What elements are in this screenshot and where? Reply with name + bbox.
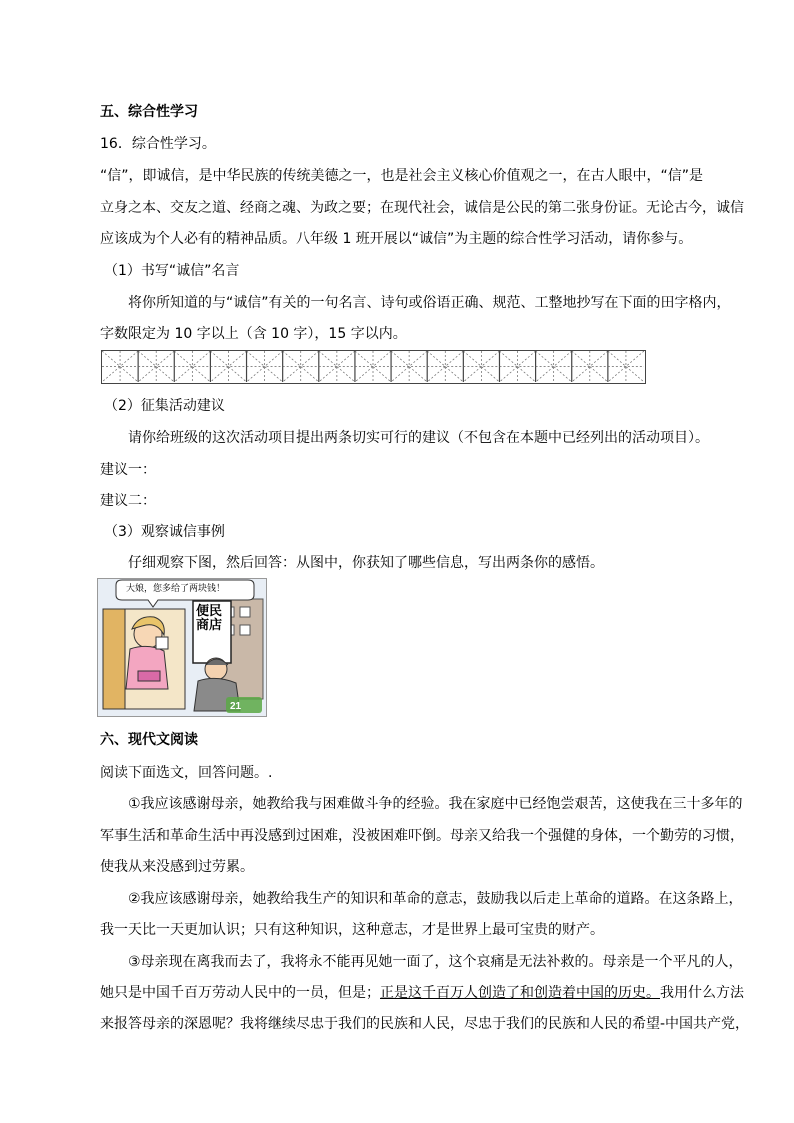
section6-heading: 六、现代文阅读 xyxy=(100,732,198,748)
paragraph-3: 来报答母亲的深恩呢？我将继续尽忠于我们的民族和人民，尽忠于我们的民族和人民的希望-中国共产党， xyxy=(100,1016,750,1032)
shop-sign-text: 便民商店 xyxy=(196,604,223,633)
tianzige-grid-lines xyxy=(102,351,644,382)
paragraph-2: ②我应该感谢母亲，她教给我生产的知识和革命的意志，鼓励我以后走上革命的道路。在这条路上， xyxy=(128,891,743,907)
intro-text: “信”，即诚信，是中华民族的传统美德之一，也是社会主义核心价值观之一，在古人眼中，“信”是 xyxy=(100,168,704,184)
paragraph-1: ①我应该感谢母亲，她教给我与困难做斗争的经验。我在家庭中已经饱尝艰苦，这使我在三十多年的 xyxy=(128,796,743,812)
underlined-sentence: 正是这千百万人创造了和创造着中国的历史。 xyxy=(380,985,660,1001)
part3-instruction: 仔细观察下图，然后回答：从图中，你获知了哪些信息，写出两条你的感悟。 xyxy=(128,555,604,571)
speech-bubble-text: 大娘，您多给了两块钱！ xyxy=(126,584,226,594)
part1-instruction: 将你所知道的与“诚信”有关的一句名言、诗句或俗语正确、规范、工整地抄写在下面的田字格内， xyxy=(128,295,731,311)
paragraph-3 xyxy=(100,983,744,1003)
paragraph-3: ③母亲现在离我而去了，我将永不能再见她一面了，这个哀痛是无法补救的。母亲是一个平凡的人， xyxy=(128,954,743,970)
question-16-title: 16．综合性学习。 xyxy=(100,136,216,152)
svg-text:21: 21 xyxy=(230,701,242,712)
part1-instruction: 字数限定为 10 字以上（含 10 字），15 字以内。 xyxy=(100,326,407,342)
paragraph-1: 军事生活和革命生活中再没感到过困难，没被困难吓倒。母亲又给我一个强健的身体，一个勤劳的习惯， xyxy=(100,828,744,844)
paragraph-3-text: 我用什么方法 xyxy=(660,985,744,1001)
tianzige-grid[interactable] xyxy=(101,350,646,384)
suggestion-2-label: 建议二： xyxy=(100,493,156,509)
paragraph-2: 我一天比一天更加认识；只有这种知识，这种意志，才是世界上最可宝贵的财产。 xyxy=(100,922,604,938)
paragraph-1: 使我从来没感到过劳累。 xyxy=(100,859,254,875)
suggestion-1-label: 建议一： xyxy=(100,462,156,478)
intro-text: 应该成为个人必有的精神品质。八年级 1 班开展以“诚信”为主题的综合性学习活动，请你参与。 xyxy=(100,231,693,247)
paragraph-3-text: 她只是中国千百万劳动人民中的一员，但是； xyxy=(100,985,380,1001)
reading-instruction: 阅读下面选文，回答问题。. xyxy=(100,765,273,781)
intro-text: 立身之本、交友之道、经商之魂、为政之要；在现代社会，诚信是公民的第二张身份证。无论古今，诚信 xyxy=(100,200,744,216)
section5-heading: 五、综合性学习 xyxy=(100,104,198,120)
part3-title: （3）观察诚信事例 xyxy=(104,524,225,540)
part1-title: （1）书写“诚信”名言 xyxy=(104,263,240,279)
cartoon-image xyxy=(98,579,267,717)
part2-title: （2）征集活动建议 xyxy=(104,398,225,414)
honesty-illustration xyxy=(97,578,267,717)
part2-instruction: 请你给班级的这次活动项目提出两条切实可行的建议（不包含在本题中已经列出的活动项目）。 xyxy=(128,430,709,446)
